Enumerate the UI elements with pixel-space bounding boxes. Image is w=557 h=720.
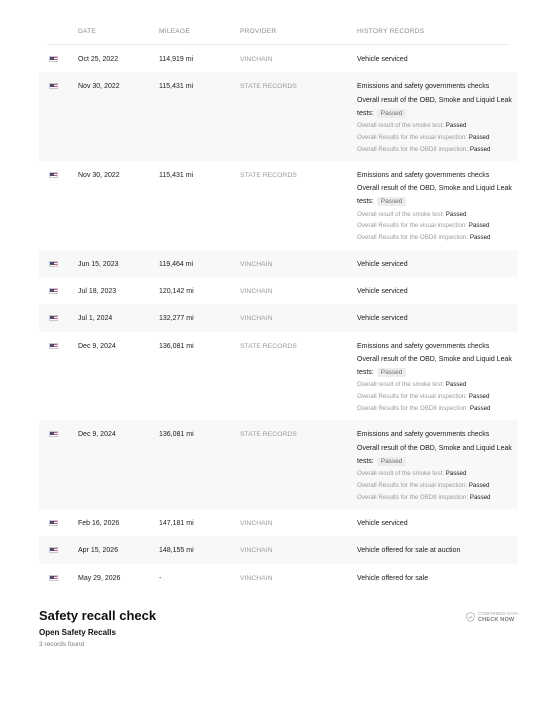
history-record: Vehicle serviced bbox=[357, 56, 408, 63]
inspection-label: Overall Results for the OBDII inspection: bbox=[357, 404, 469, 412]
cell-mileage: 119,464 mi bbox=[159, 260, 194, 268]
us-flag-icon bbox=[49, 343, 58, 349]
cell-provider: STATE RECORDS bbox=[240, 342, 297, 350]
cell-provider: STATE RECORDS bbox=[240, 83, 297, 91]
inspection-result-line bbox=[357, 132, 517, 144]
cell-date: Nov 30, 2022 bbox=[78, 83, 120, 91]
history-record: Emissions and safety governments checks bbox=[357, 342, 490, 350]
inspection-label: Overall Results for the OBDII inspection: bbox=[357, 234, 469, 242]
us-flag-icon bbox=[49, 431, 58, 437]
cell-provider: STATE RECORDS bbox=[240, 171, 297, 179]
header-date: DATE bbox=[78, 28, 97, 35]
obd-result-line bbox=[357, 442, 517, 468]
us-flag-icon bbox=[49, 288, 58, 294]
inspection-label: Overall Results for the visual inspection: bbox=[357, 393, 468, 401]
cell-date: Nov 30, 2022 bbox=[78, 171, 120, 179]
inspection-label: Overall Results for the OBDII inspection: bbox=[357, 145, 469, 153]
cell-mileage: 120,142 mi bbox=[159, 287, 194, 295]
badge-line-confirmed: CONFIRMED DATA bbox=[478, 611, 519, 616]
history-record: Emissions and safety governments checks bbox=[357, 83, 490, 91]
cell-history bbox=[357, 169, 517, 244]
cell-mileage: 147,181 mi bbox=[159, 519, 194, 527]
inspection-label: Overall result of the smoke test: bbox=[357, 210, 445, 218]
cell-date: Dec 9, 2024 bbox=[78, 342, 116, 350]
cell-date: Apr 15, 2026 bbox=[78, 547, 119, 555]
inspection-result: Passed bbox=[469, 404, 491, 412]
inspection-result-line bbox=[357, 391, 517, 403]
inspection-result: Passed bbox=[468, 481, 490, 489]
table-row bbox=[39, 45, 518, 72]
table-header bbox=[47, 14, 509, 45]
inspection-label: Overall result of the smoke test: bbox=[357, 122, 445, 129]
inspection-result: Passed bbox=[445, 122, 467, 129]
table-row bbox=[39, 72, 518, 161]
passed-badge: Passed bbox=[377, 197, 407, 206]
cell-history bbox=[357, 340, 517, 415]
inspection-result: Passed bbox=[445, 381, 467, 389]
obd-result-text: Overall result of the OBD, Smoke and Liquid Leak tests: bbox=[357, 185, 512, 206]
table-row bbox=[39, 250, 518, 277]
history-record: Vehicle serviced bbox=[357, 519, 408, 527]
table-row bbox=[39, 161, 518, 250]
cell-mileage: 115,431 mi bbox=[159, 171, 194, 179]
inspection-label: Overall Results for the OBDII inspection: bbox=[357, 493, 469, 501]
obd-result-line bbox=[357, 94, 517, 120]
inspection-result-line bbox=[357, 144, 517, 156]
cell-history bbox=[357, 258, 517, 271]
cell-provider: VINCHAIN bbox=[240, 287, 273, 295]
cell-provider: VINCHAIN bbox=[240, 56, 273, 63]
history-record: Vehicle offered for sale bbox=[357, 574, 429, 582]
obd-result-line bbox=[357, 353, 517, 379]
cell-mileage: 114,919 mi bbox=[159, 56, 194, 63]
inspection-result-line bbox=[357, 209, 517, 221]
history-record: Vehicle serviced bbox=[357, 287, 408, 295]
inspection-label: Overall Results for the visual inspection: bbox=[357, 481, 468, 489]
us-flag-icon bbox=[49, 261, 58, 267]
header-mileage: MILEAGE bbox=[159, 28, 190, 35]
us-flag-icon bbox=[49, 315, 58, 321]
passed-badge: Passed bbox=[377, 457, 407, 466]
obd-result-text: Overall result of the OBD, Smoke and Liquid Leak tests: bbox=[357, 355, 512, 377]
cell-history bbox=[357, 572, 517, 585]
cell-mileage: 136,081 mi bbox=[159, 342, 194, 350]
inspection-result-line bbox=[357, 403, 517, 415]
us-flag-icon bbox=[49, 575, 58, 581]
obd-result-text: Overall result of the OBD, Smoke and Liquid Leak tests: bbox=[357, 96, 512, 117]
inspection-result: Passed bbox=[469, 493, 491, 501]
inspection-result-line bbox=[357, 232, 517, 244]
cell-date: Dec 9, 2024 bbox=[78, 431, 116, 439]
inspection-result-line bbox=[357, 120, 517, 132]
cell-history bbox=[357, 53, 517, 66]
us-flag-icon bbox=[49, 520, 58, 526]
inspection-result-line bbox=[357, 480, 517, 492]
inspection-label: Overall Results for the visual inspection: bbox=[357, 222, 468, 230]
inspection-result: Passed bbox=[445, 469, 467, 477]
inspection-result: Passed bbox=[469, 234, 491, 242]
inspection-result: Passed bbox=[468, 222, 490, 230]
inspection-result-line bbox=[357, 379, 517, 391]
cell-mileage: 136,081 mi bbox=[159, 431, 194, 439]
table-row bbox=[39, 304, 518, 331]
cell-mileage: 115,431 mi bbox=[159, 83, 194, 91]
shield-icon bbox=[466, 612, 475, 622]
cell-provider: VINCHAIN bbox=[240, 547, 273, 555]
inspection-result-line bbox=[357, 220, 517, 232]
table-row bbox=[39, 277, 518, 304]
inspection-result: Passed bbox=[445, 210, 467, 218]
history-record: Emissions and safety governments checks bbox=[357, 171, 490, 179]
obd-result-line bbox=[357, 182, 517, 208]
cell-date: Jun 15, 2023 bbox=[78, 260, 119, 268]
cell-history bbox=[357, 517, 517, 530]
vehicle-history-table bbox=[39, 14, 518, 591]
cell-date: Jul 18, 2023 bbox=[78, 287, 117, 295]
cell-history bbox=[357, 544, 517, 557]
inspection-result-line bbox=[357, 492, 517, 504]
table-row bbox=[39, 536, 518, 563]
cell-date: May 29, 2026 bbox=[78, 574, 121, 582]
passed-badge: Passed bbox=[377, 109, 407, 118]
us-flag-icon bbox=[49, 56, 58, 62]
badge-line-check-now: CHECK NOW bbox=[478, 617, 515, 623]
cell-date: Jul 1, 2024 bbox=[78, 315, 113, 323]
header-provider: PROVIDER bbox=[240, 28, 277, 35]
inspection-result-line bbox=[357, 468, 517, 480]
history-record: Vehicle serviced bbox=[357, 315, 408, 323]
cell-history bbox=[357, 80, 517, 155]
cell-history bbox=[357, 285, 517, 298]
obd-result-text: Overall result of the OBD, Smoke and Liquid Leak tests: bbox=[357, 444, 512, 465]
recall-count: 3 records found bbox=[39, 641, 85, 648]
inspection-result: Passed bbox=[468, 393, 490, 401]
header-history: HISTORY RECORDS bbox=[357, 28, 425, 35]
inspection-result: Passed bbox=[468, 133, 490, 141]
table-body bbox=[39, 45, 518, 591]
cell-provider: VINCHAIN bbox=[240, 574, 273, 582]
table-row bbox=[39, 420, 518, 509]
us-flag-icon bbox=[49, 547, 58, 553]
cell-provider: VINCHAIN bbox=[240, 315, 273, 323]
inspection-label: Overall Results for the visual inspection: bbox=[357, 133, 468, 141]
cell-date: Oct 25, 2022 bbox=[78, 56, 119, 63]
cell-provider: VINCHAIN bbox=[240, 519, 273, 527]
cell-mileage: - bbox=[159, 574, 162, 582]
passed-badge: Passed bbox=[377, 368, 407, 377]
cell-date: Feb 16, 2026 bbox=[78, 519, 120, 527]
recall-title: Safety recall check bbox=[39, 608, 157, 623]
history-record: Vehicle serviced bbox=[357, 260, 408, 268]
cell-history bbox=[357, 312, 517, 325]
cell-mileage: 148,155 mi bbox=[159, 547, 194, 555]
table-row bbox=[39, 332, 518, 421]
table-row bbox=[39, 564, 518, 591]
cell-history bbox=[357, 428, 517, 503]
inspection-label: Overall result of the smoke test: bbox=[357, 469, 445, 477]
cell-provider: STATE RECORDS bbox=[240, 431, 297, 439]
confirmed-data-badge[interactable] bbox=[466, 611, 519, 623]
cell-mileage: 132,277 mi bbox=[159, 315, 194, 323]
us-flag-icon bbox=[49, 83, 58, 89]
inspection-label: Overall result of the smoke test: bbox=[357, 381, 445, 389]
history-record: Vehicle offered for sale at auction bbox=[357, 547, 461, 555]
history-record: Emissions and safety governments checks bbox=[357, 431, 490, 439]
cell-provider: VINCHAIN bbox=[240, 260, 273, 268]
recall-subtitle: Open Safety Recalls bbox=[39, 628, 116, 637]
inspection-result: Passed bbox=[469, 145, 491, 153]
us-flag-icon bbox=[49, 172, 58, 178]
table-row bbox=[39, 509, 518, 536]
